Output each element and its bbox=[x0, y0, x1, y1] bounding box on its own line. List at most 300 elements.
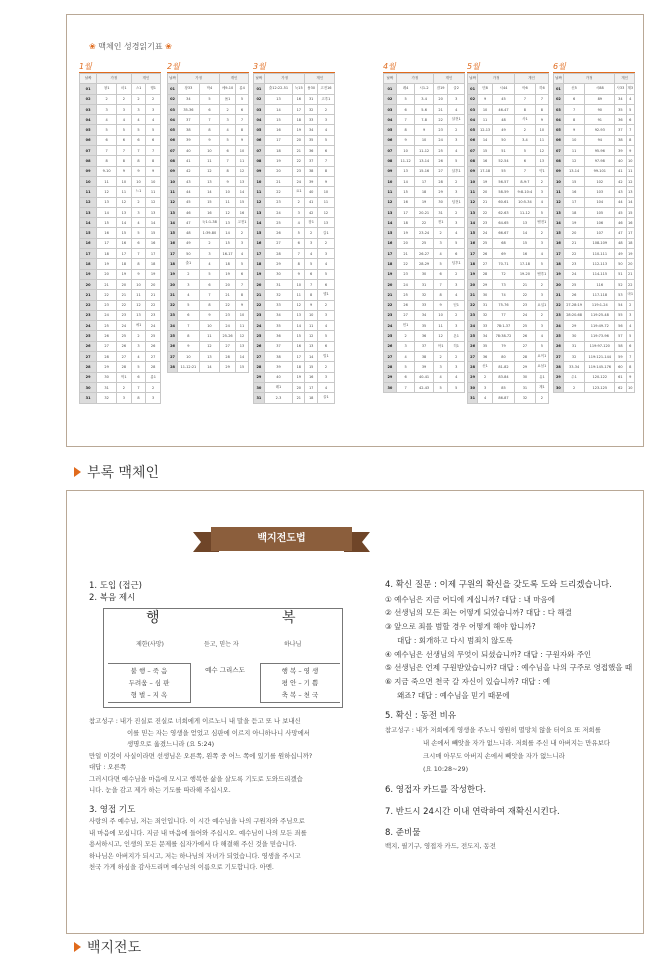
date-cell: 05 bbox=[384, 125, 397, 135]
reading-cell: 13 bbox=[264, 94, 292, 104]
reading-cell: 2 bbox=[293, 197, 305, 207]
reading-cell: 27 bbox=[264, 238, 292, 248]
date-cell: 26 bbox=[254, 341, 265, 351]
reading-cell: 19 bbox=[293, 125, 305, 135]
reading-cell: 13-14 bbox=[563, 166, 584, 176]
month-table bbox=[383, 73, 465, 393]
table-row bbox=[254, 352, 335, 362]
diagram-left-line: 형 벌 – 지 옥 bbox=[130, 691, 168, 699]
reading-cell: 31 bbox=[433, 207, 448, 217]
reading-cell: 41 bbox=[305, 197, 317, 207]
reading-cell: 13-14 bbox=[415, 156, 433, 166]
reading-cell: 97-98 bbox=[585, 156, 615, 166]
reading-cell: 37 bbox=[305, 156, 317, 166]
reading-cell: 12 bbox=[563, 156, 584, 166]
reading-cell: 15 bbox=[264, 115, 292, 125]
reading-cell: 4 bbox=[448, 228, 465, 238]
reading-cell: 25 bbox=[146, 331, 161, 341]
date-cell: 27 bbox=[254, 352, 265, 362]
reading-cell: 3 bbox=[433, 238, 448, 248]
reading-cell: 107 bbox=[585, 228, 615, 238]
date-cell: 30 bbox=[254, 382, 265, 392]
reading-cell: 롬4 bbox=[236, 84, 249, 94]
reading-cell: 9 bbox=[131, 269, 146, 279]
reading-cell: 18 bbox=[396, 218, 414, 228]
reading-cell: 2 bbox=[178, 269, 200, 279]
reading-cell: 12 bbox=[626, 176, 634, 186]
reading-cell: 45 bbox=[615, 207, 626, 217]
reading-cell: 12 bbox=[146, 197, 161, 207]
reading-cell: 5 bbox=[317, 331, 334, 341]
reading-cell: 7 bbox=[515, 94, 536, 104]
table-row bbox=[80, 362, 161, 372]
reading-cell: 10 bbox=[117, 176, 132, 186]
date-cell: 14 bbox=[554, 218, 564, 228]
caption-text: 백지전도 bbox=[87, 940, 142, 956]
reading-cell: 2-3 bbox=[264, 393, 292, 403]
reading-cell: 17 bbox=[264, 135, 292, 145]
table-row bbox=[168, 279, 249, 289]
table-row bbox=[384, 352, 465, 362]
reading-cell: 25 bbox=[433, 146, 448, 156]
reading-cell: 14 bbox=[97, 207, 117, 217]
table-row bbox=[80, 176, 161, 186]
reading-cell: 8 bbox=[236, 290, 249, 300]
reading-cell: 9:8-10:4 bbox=[515, 187, 536, 197]
reading-cell: 25 bbox=[415, 238, 433, 248]
reading-cell: 4 bbox=[396, 352, 414, 362]
reading-cell: 9 bbox=[396, 135, 414, 145]
reading-cell: 28 bbox=[515, 352, 536, 362]
reading-cell: 2 bbox=[236, 228, 249, 238]
table-row bbox=[168, 176, 249, 186]
reading-cell: 14 bbox=[396, 176, 414, 186]
reading-cell: 9 bbox=[131, 166, 146, 176]
reading-cell: 42 bbox=[178, 166, 200, 176]
reading-cell: 46-47 bbox=[492, 104, 514, 114]
reading-cell: 22 bbox=[433, 115, 448, 125]
reading-cell: 11 bbox=[199, 331, 219, 341]
reading-cell: 3 bbox=[117, 104, 132, 114]
reading-cell: 18 bbox=[415, 187, 433, 197]
date-cell: 27 bbox=[80, 352, 97, 362]
reading-cell: 45 bbox=[178, 197, 200, 207]
reading-cell: 64-65 bbox=[492, 218, 514, 228]
table-row bbox=[468, 146, 549, 156]
date-cell: 06 bbox=[168, 135, 178, 145]
date-cell: 20 bbox=[168, 279, 178, 289]
reading-cell: 4 bbox=[199, 259, 219, 269]
reading-cell: 9 bbox=[199, 135, 219, 145]
table-row bbox=[254, 228, 335, 238]
date-cell: 05 bbox=[554, 125, 564, 135]
reading-cell: 58-59 bbox=[492, 187, 514, 197]
table-row bbox=[254, 197, 335, 207]
reading-cell: 17 bbox=[117, 249, 132, 259]
reading-cell: 120-122 bbox=[585, 372, 615, 382]
table-row bbox=[168, 156, 249, 166]
reading-cell: 16 bbox=[264, 125, 292, 135]
table-row bbox=[468, 372, 549, 382]
reading-cell: 2 bbox=[396, 331, 414, 341]
reading-cell: 6 bbox=[563, 94, 584, 104]
table-row bbox=[554, 310, 635, 320]
reading-cell: 6 bbox=[131, 135, 146, 145]
reading-cell: 27-28:19 bbox=[563, 300, 584, 310]
reading-cell: 7 bbox=[396, 382, 414, 392]
table-row bbox=[468, 310, 549, 320]
table-row bbox=[468, 135, 549, 145]
reference-line: 생명으로 옮겼느니라 (요 5:24) bbox=[127, 740, 215, 748]
reading-cell: 18 bbox=[305, 393, 317, 403]
reading-cell: 12 bbox=[305, 331, 317, 341]
table-row bbox=[168, 362, 249, 372]
table-row bbox=[554, 104, 635, 114]
reading-cell: 35 bbox=[264, 321, 292, 331]
reference-line: 대답 : 오른쪽 bbox=[89, 763, 127, 771]
reading-cell: 117-118 bbox=[585, 290, 615, 300]
table-row bbox=[468, 269, 549, 279]
reading-cell: 11 bbox=[236, 156, 249, 166]
reading-cell: 35 bbox=[478, 341, 493, 351]
table-row bbox=[384, 300, 465, 310]
reading-cell: 30 bbox=[515, 372, 536, 382]
date-cell: 04 bbox=[384, 115, 397, 125]
date-cell: 02 bbox=[254, 94, 265, 104]
reading-cell: 눅1:1-38 bbox=[199, 218, 219, 228]
month-block bbox=[467, 61, 549, 404]
table-row bbox=[554, 290, 635, 300]
reading-cell: 3 bbox=[448, 94, 465, 104]
table-row bbox=[384, 228, 465, 238]
diagram-right-line: 행 복 – 영 생 bbox=[281, 667, 319, 675]
reading-cell: 전1 bbox=[433, 218, 448, 228]
table-row bbox=[80, 290, 161, 300]
date-cell: 20 bbox=[384, 279, 397, 289]
reading-cell: 29 bbox=[515, 362, 536, 372]
date-cell: 08 bbox=[168, 156, 178, 166]
table-row bbox=[80, 94, 161, 104]
reference-line: 만일 이것이 사실이라면 선생님은 오른쪽, 왼쪽 중 어느 쪽에 있기를 원하십니까? bbox=[89, 751, 313, 760]
reading-cell: 14 bbox=[220, 228, 236, 238]
date-cell: 24 bbox=[168, 321, 178, 331]
reading-cell: 22 bbox=[293, 156, 305, 166]
reading-cell: 3-4 bbox=[515, 135, 536, 145]
reading-cell: 5 bbox=[448, 382, 465, 392]
table-row bbox=[554, 269, 635, 279]
reading-cell: 에1 bbox=[131, 321, 146, 331]
reading-cell: 20 bbox=[396, 238, 414, 248]
reading-cell: 10 bbox=[131, 176, 146, 186]
date-cell: 20 bbox=[554, 279, 564, 289]
reading-cell: 30 bbox=[97, 372, 117, 382]
reading-cell: 4 bbox=[448, 146, 465, 156]
reading-cell: 11 bbox=[97, 176, 117, 186]
date-cell: 12 bbox=[384, 197, 397, 207]
reading-cell: 59 bbox=[615, 352, 626, 362]
reading-cell: 49 bbox=[492, 125, 514, 135]
reading-cell: 26 bbox=[433, 156, 448, 166]
table-row bbox=[80, 207, 161, 217]
reading-cell: 24 bbox=[433, 135, 448, 145]
reading-cell: 8 bbox=[535, 104, 548, 114]
reading-cell: 40 bbox=[264, 372, 292, 382]
table-row bbox=[468, 125, 549, 135]
date-cell: 26 bbox=[384, 341, 397, 351]
reading-cell: 42 bbox=[615, 176, 626, 186]
month-label: 2월 bbox=[167, 61, 249, 73]
date-cell: 23 bbox=[168, 310, 178, 320]
reading-cell: 21 bbox=[433, 104, 448, 114]
reading-cell: 43 bbox=[178, 176, 200, 186]
table-row bbox=[384, 331, 465, 341]
supplies: 백지, 필기구, 영접자 카드, 전도지, 동전 bbox=[385, 842, 496, 851]
reading-cell: 23 bbox=[515, 300, 536, 310]
reading-cell: 105 bbox=[585, 207, 615, 217]
month-label: 1월 bbox=[79, 61, 161, 73]
reading-cell: 17 bbox=[396, 207, 414, 217]
date-cell: 31 bbox=[254, 393, 265, 403]
reading-cell: 7 bbox=[293, 249, 305, 259]
date-cell: 11 bbox=[168, 187, 178, 197]
reading-cell: 10 bbox=[626, 156, 634, 166]
coin-block bbox=[385, 724, 635, 776]
date-cell: 11 bbox=[254, 187, 265, 197]
reading-cell: 마1 bbox=[626, 290, 634, 300]
reading-cell: 12 bbox=[535, 146, 548, 156]
date-cell: 02 bbox=[168, 94, 178, 104]
date-cell: 14 bbox=[254, 218, 265, 228]
table-row bbox=[168, 84, 249, 94]
reading-cell: 살전1 bbox=[448, 115, 465, 125]
table-row bbox=[80, 228, 161, 238]
reading-cell: 18 bbox=[563, 207, 584, 217]
reading-cell: 7 bbox=[178, 321, 200, 331]
reading-cell: 32 bbox=[305, 104, 317, 114]
table-row bbox=[80, 259, 161, 269]
reading-cell: 13 bbox=[117, 207, 132, 217]
reading-cell: 골2 bbox=[448, 84, 465, 94]
date-cell: 11 bbox=[80, 187, 97, 197]
reading-cell: 3 bbox=[448, 135, 465, 145]
prayer-line: 하나님은 아버지가 되시고, 저는 하나님의 자녀가 되었습니다. 영생을 주시고 bbox=[89, 851, 301, 860]
reading-cell: 12 bbox=[236, 331, 249, 341]
table-row bbox=[254, 372, 335, 382]
reading-cell: 8 bbox=[117, 156, 132, 166]
reading-cell: 27 bbox=[117, 352, 132, 362]
reading-cell: 4 bbox=[131, 115, 146, 125]
reading-cell: 10 bbox=[293, 279, 305, 289]
reading-cell: 21 bbox=[264, 176, 292, 186]
reading-cell: 2 bbox=[535, 176, 548, 186]
reading-cell: 32 bbox=[515, 393, 536, 403]
diagram-left-line: 두려움 – 심 판 bbox=[128, 679, 170, 687]
reading-cell: 11 bbox=[146, 187, 161, 197]
reading-cell: 31 bbox=[563, 341, 584, 351]
reading-cell: 9 bbox=[293, 269, 305, 279]
table-row bbox=[554, 176, 635, 186]
question-line: 대답 : 회개하고 다시 범죄치 않도록 bbox=[397, 635, 513, 645]
date-cell: 21 bbox=[168, 290, 178, 300]
reading-cell: 잠19 bbox=[433, 84, 448, 94]
reading-cell: 40 bbox=[615, 156, 626, 166]
reading-cell: 5 bbox=[131, 362, 146, 372]
reading-cell: 16 bbox=[478, 156, 493, 166]
reading-cell: 13 bbox=[515, 218, 536, 228]
reading-cell: 90 bbox=[585, 104, 615, 114]
month-block bbox=[253, 61, 335, 404]
reading-cell: 16 bbox=[236, 207, 249, 217]
date-cell: 13 bbox=[168, 207, 178, 217]
reading-cell: 2 bbox=[131, 197, 146, 207]
reading-cell: 25 bbox=[264, 218, 292, 228]
table-row bbox=[384, 187, 465, 197]
column-header: 날짜 bbox=[168, 74, 178, 84]
reading-cell: 5 bbox=[317, 135, 334, 145]
reading-cell: 8-9:7 bbox=[515, 176, 536, 186]
reading-cell: 20 bbox=[264, 166, 292, 176]
reading-cell: 3 bbox=[433, 362, 448, 372]
date-cell: 03 bbox=[554, 104, 564, 114]
reading-cell: 4 bbox=[117, 115, 132, 125]
table-row bbox=[384, 197, 465, 207]
reading-cell: 7 bbox=[535, 94, 548, 104]
reading-cell: 16 bbox=[117, 238, 132, 248]
reading-cell: 18 bbox=[264, 146, 292, 156]
reading-cell: 8 bbox=[146, 156, 161, 166]
table-row bbox=[80, 115, 161, 125]
reading-cell: 18 bbox=[97, 249, 117, 259]
reading-cell: 2 bbox=[563, 382, 584, 392]
reading-cell: 14 bbox=[236, 187, 249, 197]
date-cell: 03 bbox=[468, 104, 478, 114]
table-row bbox=[468, 300, 549, 310]
reading-cell: 42-43 bbox=[415, 382, 433, 392]
step6: 6. 영접자 카드를 작성한다. bbox=[385, 785, 487, 796]
reading-cell: 23 bbox=[396, 269, 414, 279]
reading-cell: 6 bbox=[305, 269, 317, 279]
reading-cell: 4 bbox=[626, 321, 634, 331]
reading-cell: 유1 bbox=[535, 372, 548, 382]
date-cell: 08 bbox=[554, 156, 564, 166]
reading-cell: 33 bbox=[478, 321, 493, 331]
date-cell: 19 bbox=[254, 269, 265, 279]
reading-cell: 13 bbox=[220, 218, 236, 228]
reading-cell: 27 bbox=[220, 341, 236, 351]
reading-cell: 36 bbox=[264, 331, 292, 341]
table-row bbox=[554, 207, 635, 217]
reading-cell: 31 bbox=[305, 94, 317, 104]
reading-cell: 빌1 bbox=[317, 352, 334, 362]
reading-cell: 119:1-24 bbox=[585, 300, 615, 310]
reading-cell: 19 bbox=[293, 372, 305, 382]
date-cell: 02 bbox=[80, 94, 97, 104]
table-row bbox=[168, 104, 249, 114]
reading-cell: 31 bbox=[515, 382, 536, 392]
reading-cell: 19 bbox=[146, 269, 161, 279]
table-row bbox=[80, 300, 161, 310]
reading-cell: 17 bbox=[305, 382, 317, 392]
table-row bbox=[554, 125, 635, 135]
reading-cell: 3 bbox=[97, 104, 117, 114]
table-row bbox=[554, 135, 635, 145]
reading-cell: 12 bbox=[236, 166, 249, 176]
reading-cell: 41 bbox=[615, 166, 626, 176]
reading-cell: 약1 bbox=[535, 166, 548, 176]
reading-cell: 11 bbox=[626, 166, 634, 176]
reading-cell: 살후1 bbox=[448, 166, 465, 176]
date-cell: 08 bbox=[254, 156, 265, 166]
date-cell: 05 bbox=[468, 125, 478, 135]
reading-cell: 17 bbox=[97, 238, 117, 248]
reading-cell: 75-76 bbox=[492, 300, 514, 310]
date-cell: 18 bbox=[254, 259, 265, 269]
month-table bbox=[79, 73, 161, 404]
table-row bbox=[554, 94, 635, 104]
table-row bbox=[384, 125, 465, 135]
table-row bbox=[80, 166, 161, 176]
table-row bbox=[254, 249, 335, 259]
table-row bbox=[384, 115, 465, 125]
reading-cell: 49 bbox=[178, 238, 200, 248]
reading-cell: 7 bbox=[199, 115, 219, 125]
date-cell: 18 bbox=[80, 259, 97, 269]
diagram-mid-line: 예수 그리스도 bbox=[205, 666, 245, 674]
date-cell: 18 bbox=[554, 259, 564, 269]
date-cell: 27 bbox=[554, 352, 564, 362]
table-row bbox=[384, 259, 465, 269]
reading-cell: 6 bbox=[178, 310, 200, 320]
reading-cell: 3 bbox=[317, 372, 334, 382]
reading-cell: 13 bbox=[97, 197, 117, 207]
reading-cell: 23 bbox=[433, 125, 448, 135]
date-cell: 04 bbox=[168, 115, 178, 125]
reading-cell: 13 bbox=[396, 166, 414, 176]
date-cell: 18 bbox=[468, 259, 478, 269]
reading-cell: 34 bbox=[415, 310, 433, 320]
reading-cell: 10 bbox=[305, 310, 317, 320]
reference-line: 니다. 눈을 감고 제가 하는 기도를 따라해 주십시오. bbox=[89, 786, 231, 794]
reading-cell: 31 bbox=[97, 382, 117, 392]
reading-cell: 스1 bbox=[131, 84, 146, 94]
table-row bbox=[468, 176, 549, 186]
reading-cell: 민8 bbox=[478, 84, 493, 94]
table-row bbox=[468, 352, 549, 362]
diagram-mid-box bbox=[190, 663, 260, 703]
prayer-line: 내 마음에 모십니다. 지금 내 마음에 들어와 주십시오. 예수님이 나의 모든 죄를 bbox=[89, 828, 307, 837]
table-row bbox=[168, 135, 249, 145]
reading-cell: 21 bbox=[117, 290, 132, 300]
reading-cell: 19 bbox=[396, 228, 414, 238]
date-cell: 07 bbox=[384, 146, 397, 156]
column-header: 가정 bbox=[396, 74, 433, 84]
table-row bbox=[554, 331, 635, 341]
reading-cell: 20 bbox=[293, 135, 305, 145]
reading-cell: 5 bbox=[535, 259, 548, 269]
reading-cell: 50 bbox=[615, 259, 626, 269]
reading-cell: 막4 bbox=[199, 84, 219, 94]
reading-cell: 12-13 bbox=[478, 125, 493, 135]
reading-cell: 6 bbox=[199, 104, 219, 114]
reading-cell: 37 bbox=[178, 115, 200, 125]
reading-cell: 7 bbox=[236, 115, 249, 125]
table-row bbox=[168, 125, 249, 135]
reading-cell: 3 bbox=[317, 310, 334, 320]
reading-cell: 5 bbox=[236, 259, 249, 269]
reading-cell: 8 bbox=[236, 125, 249, 135]
caption-appendix bbox=[74, 462, 159, 482]
coin-line: 참고성구 : 내가 저희에게 영생을 주노니 영원히 멸망치 않을 터이요 또 저희를 bbox=[385, 726, 601, 735]
